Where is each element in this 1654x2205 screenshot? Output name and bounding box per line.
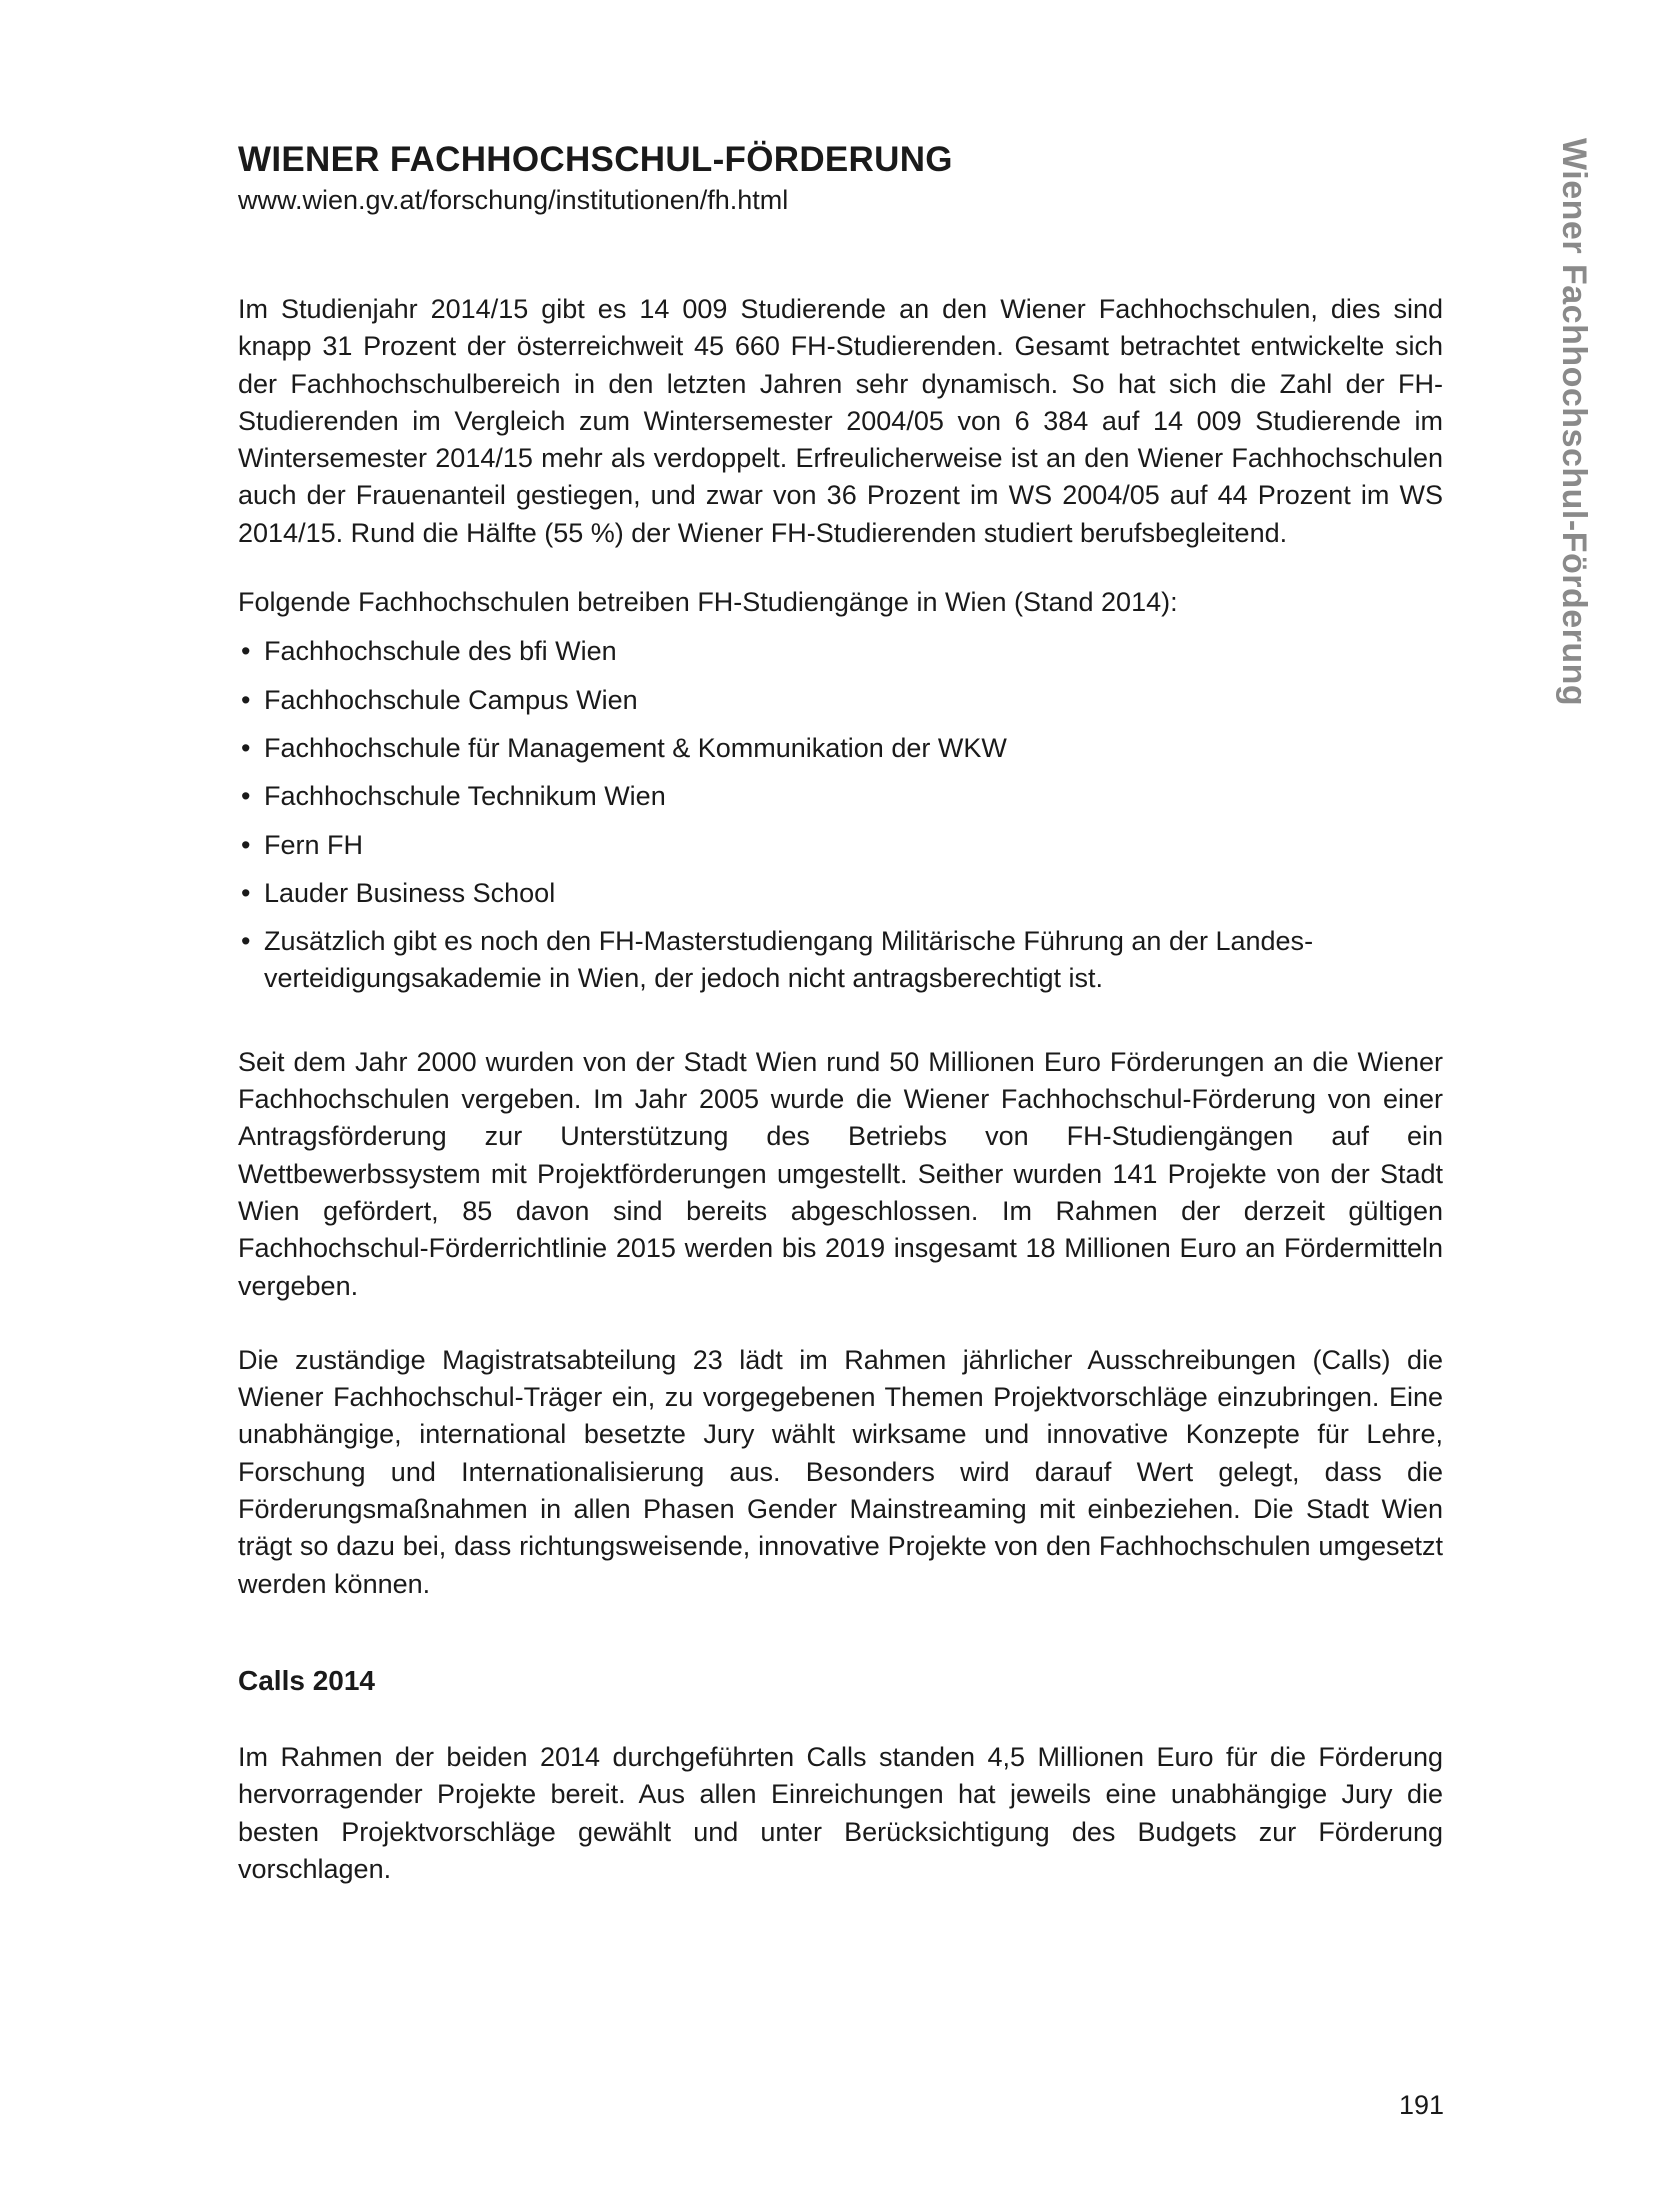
list-item: • Fachhochschule für Management & Kommunikation der WKW	[238, 730, 1443, 767]
intro-paragraph: Im Studienjahr 2014/15 gibt es 14 009 Studierende an den Wiener Fachhochschulen, dies sind knapp 31 Prozent der österreichweit 45 660 FH-Studierenden. Gesamt betrachtet entwickelte sich der Fachhochschulbereich in den letzten Jahren sehr dynamisch. So hat sich die Zahl der FH-Studierenden im Vergleich zum Wintersemester 2004/05 von 6 384 auf 14 009 Studierende im Wintersemester 2014/15 mehr als verdoppelt. Erfreulicherweise ist an den Wiener Fachhochschulen auch der Frauenanteil gestiegen, und zwar von 36 Prozent im WS 2004/05 auf 44 Prozent im WS 2014/15. Rund die Hälfte (55 %) der Wiener FH-Studierenden studiert berufsbegleitend.	[238, 294, 1443, 548]
list-intro: Folgende Fachhochschulen betreiben FH-Studiengänge in Wien (Stand 2014):	[238, 587, 1178, 618]
page-content	[238, 138, 1443, 1888]
section-heading-calls: Calls 2014	[238, 1664, 375, 1696]
list-item: • Fern FH	[238, 827, 1443, 864]
calls-2014-paragraph: Im Rahmen der beiden 2014 durchgeführten Calls standen 4,5 Millionen Euro für die Förderung hervorragender Projekte bereit. Aus allen Einreichungen hat jeweils eine unabhängige Jury die besten Projektvorschläge gewählt und unter Berücksichtigung des Budgets zur Förderung vorschlagen.	[238, 1741, 1443, 1884]
list-item: • Fachhochschule Technikum Wien	[238, 778, 1443, 815]
list-item: • Zusätzlich gibt es noch den FH-Masterstudiengang Militärische Führung an der Landesverteidigungsakademie in Wien, der jedoch nicht antragsberechtigt ist.	[238, 923, 1443, 998]
list-item: • Fachhochschule des bfi Wien	[238, 633, 1443, 670]
funding-history-paragraph: Seit dem Jahr 2000 wurden von der Stadt Wien rund 50 Millionen Euro Förderungen an die Wiener Fachhochschulen vergeben. Im Jahr 2005 wurde die Wiener Fachhochschul-Förderung von einer Antragsförderung zur Unterstützung des Betriebs von FH-Studiengängen auf ein Wettbewerbssystem mit Projektförderungen umgestellt. Seither wurden 141 Projekte von der Stadt Wien gefördert, 85 davon sind bereits abgeschlossen. Im Rahmen der derzeit gültigen Fachhochschul-Förderrichtlinie 2015 werden bis 2019 insgesamt 18 Millionen Euro an Fördermitteln vergeben.	[238, 1046, 1443, 1301]
page-title: WIENER FACHHOCHSCHUL-FÖRDERUNG	[238, 140, 953, 179]
list-item: • Lauder Business School	[238, 875, 1443, 912]
running-section-title: Wiener Fachhochschul-Förderung	[1555, 138, 1593, 707]
source-url: www.wien.gv.at/forschung/institutionen/fh.html	[238, 185, 789, 215]
calls-process-paragraph: Die zuständige Magistratsabteilung 23 lädt im Rahmen jährlicher Ausschreibungen (Calls) die Wiener Fachhochschul-Träger ein, zu vorgegebenen Themen Projektvorschläge einzubringen. Eine unabhängige, international besetzte Jury wählt wirksame und innovative Konzepte für Lehre, Forschung und Internationalisierung aus. Besonders wird darauf Wert gelegt, dass die Förderungsmaßnahmen in allen Phasen Gender Mainstreaming mit einbeziehen. Die Stadt Wien trägt so dazu bei, dass richtungsweisende, innovative Projekte von den Fachhochschulen umgesetzt werden können.	[238, 1344, 1443, 1599]
list-item: • Fachhochschule Campus Wien	[238, 682, 1443, 719]
page-number: 191	[1398, 2090, 1444, 2120]
fachhochschulen-list	[238, 633, 1443, 997]
